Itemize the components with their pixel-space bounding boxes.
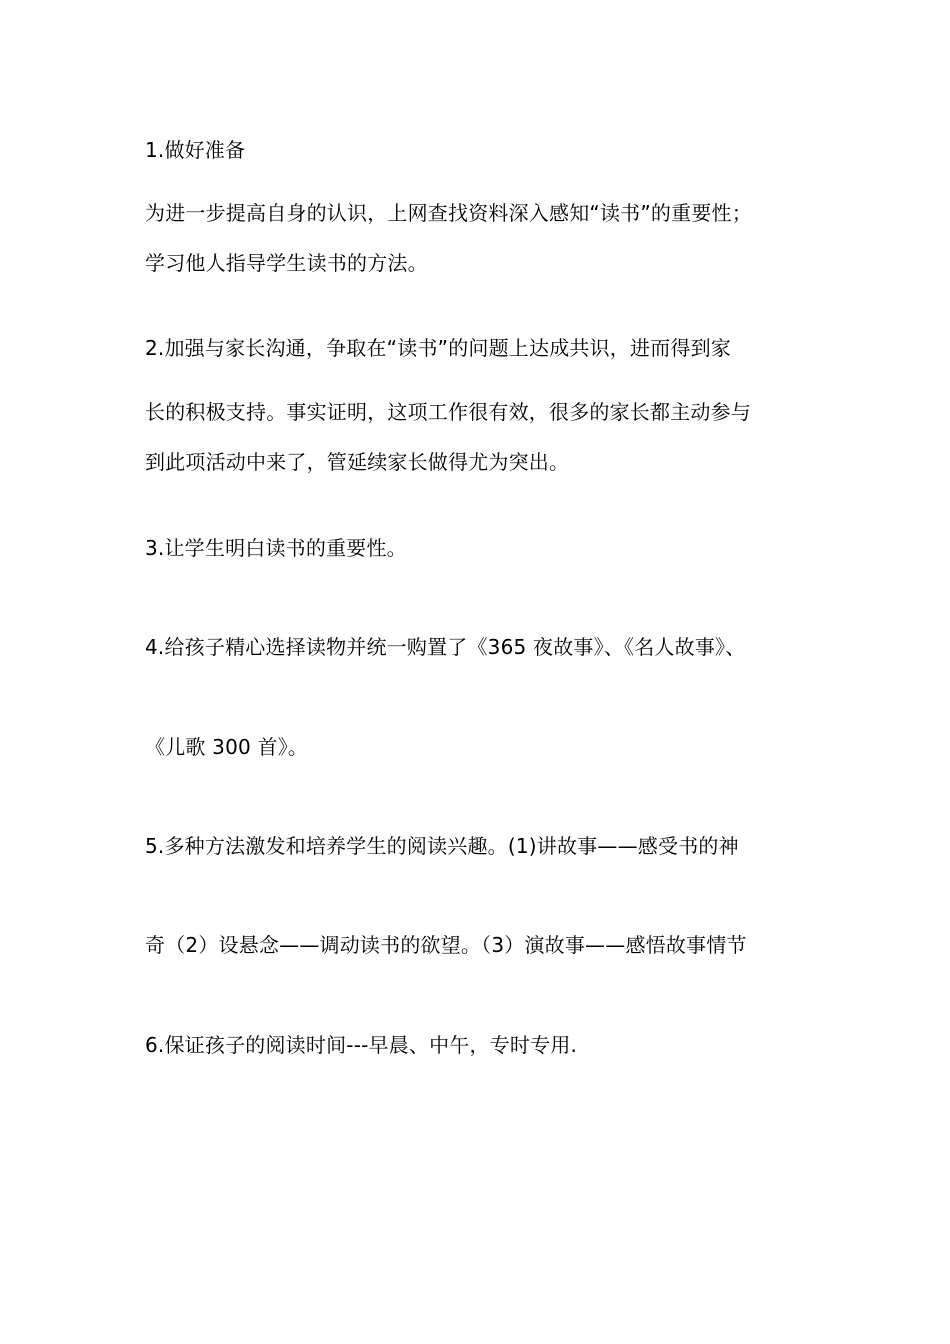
item-3-line: 3.让学生明白读书的重要性。 <box>145 536 407 560</box>
paragraph-line: 到此项活动中来了，管延续家长做得尤为突出。 <box>145 450 570 474</box>
paragraph-line: 奇（2）设悬念——调动读书的欲望。（3）演故事——感悟故事情节 <box>145 933 747 957</box>
paragraph-line: 《儿歌 300 首》。 <box>145 735 309 759</box>
heading-1-prepare: 1.做好准备 <box>145 138 246 162</box>
item-4-line: 4.给孩子精心选择读物并统一购置了《365 夜故事》、《名人故事》、 <box>145 635 746 659</box>
item-6-line: 6.保证孩子的阅读时间---早晨、中午，专时专用. <box>145 1033 578 1057</box>
item-5-line: 5.多种方法激发和培养学生的阅读兴趣。(1)讲故事——感受书的神 <box>145 834 739 858</box>
paragraph-line: 学习他人指导学生读书的方法。 <box>145 251 428 275</box>
item-2-line: 2.加强与家长沟通，争取在“读书”的问题上达成共识，进而得到家 <box>145 336 732 360</box>
paragraph-line: 长的积极支持。事实证明，这项工作很有效，很多的家长都主动参与 <box>145 400 751 424</box>
paragraph-line: 为进一步提高自身的认识，上网查找资料深入感知“读书”的重要性； <box>145 201 752 225</box>
